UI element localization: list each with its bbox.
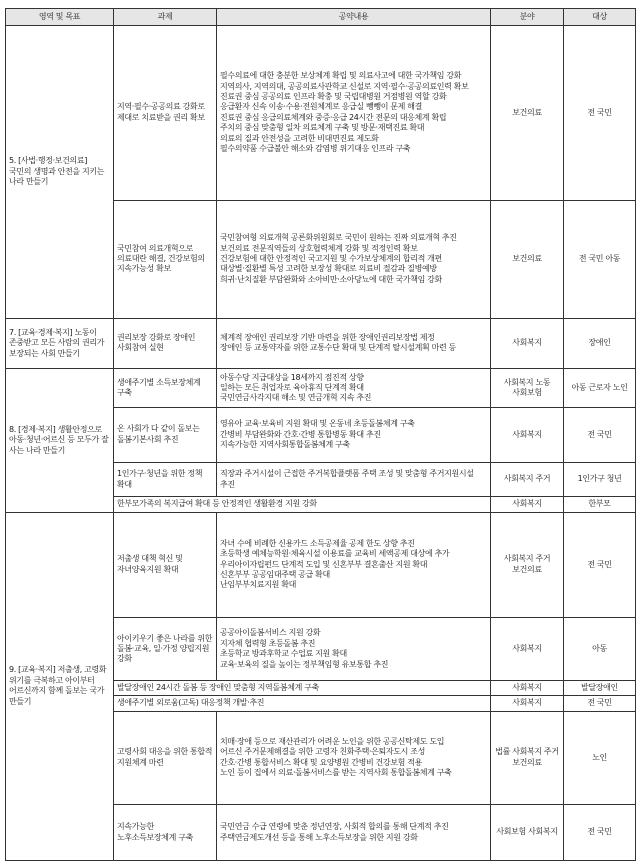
task-cell: 지역·필수·공공의료 강화로 제대로 치료받을 권리 확보 bbox=[114, 26, 217, 201]
content-line: 진료권 중심 응급의료체계와 중증·응급 24시간 전문의 대응체계 확립 bbox=[220, 112, 447, 122]
task-cell: 권리보장 강화로 장애인 사회참여 실현 bbox=[114, 318, 217, 369]
content-line: 영유아 교육·보육비 지원 확대 및 온동네 초등돌봄체계 구축 bbox=[220, 419, 415, 429]
header-area: 영역 및 목표 bbox=[6, 9, 114, 26]
task-cell: 지속가능한 노후소득보장체계 구축 bbox=[114, 805, 217, 861]
target-cell: 전 국민 bbox=[564, 512, 636, 618]
content-cell bbox=[217, 318, 491, 369]
task-cell: 아이키우기 좋은 나라를 위한 돌봄·교육, 일·가정 양립지원 강화 bbox=[114, 618, 217, 681]
field-cell: 사회복지 bbox=[491, 681, 564, 696]
content-line: 교육·보육의 질을 높이는 정부책임형 유보통합 추진 bbox=[220, 659, 389, 669]
field-cell: 사회복지 주거 bbox=[491, 462, 564, 497]
field-cell: 사회복지 bbox=[491, 618, 564, 681]
content-line: 주치의 중심 맞춤형 일차 의료체계 구축 및 방문·재택진료 확대 bbox=[220, 123, 425, 133]
content-line: 국민참여형 의료개혁 공론화위원회로 국민이 원하는 진짜 의료개혁 추진 bbox=[220, 233, 457, 243]
content-line: 국민연금사각지대 해소 및 연금개혁 지속 추진 bbox=[220, 393, 372, 403]
content-line: 초등학교 방과후학교 수업료 지원 확대 bbox=[220, 649, 347, 659]
content-line: 지역의사, 지역의대, 공공의료사관학교 신설로 지역·필수·공공의료인력 확보 bbox=[220, 81, 469, 91]
target-cell: 노인 bbox=[564, 711, 636, 804]
content-line: 보건의료 전문직역들의 상호협력체계 강화 및 적정인력 확보 bbox=[220, 243, 418, 253]
content-line: 체계적 장애인 권리보장 기반 마련을 위한 장애인권리보장법 제정 bbox=[220, 333, 435, 343]
content-line: 지자체 협력형 초등돌봄 추진 bbox=[220, 638, 316, 648]
table-row bbox=[6, 512, 636, 618]
goal-title: 7. [교육·경제·복지] 노동이 존중받고 모든 사람의 권리가 보장되는 사회 만들기 bbox=[6, 318, 114, 369]
content-line: 어르신 주거문제해결을 위한 고령자 친화주택·은퇴자도시 조성 bbox=[220, 747, 425, 757]
content-line: 국민연금 수급 연령에 맞춘 정년연장, 사회적 합의를 통해 단계적 추진 bbox=[220, 822, 449, 832]
field-cell: 사회복지 bbox=[491, 318, 564, 369]
content-line: 주택연금제도개선 등을 통해 노후소득보장을 위한 지원 강화 bbox=[220, 832, 418, 842]
content-cell bbox=[217, 407, 491, 462]
target-cell: 전 국민 bbox=[564, 805, 636, 861]
content-line: 자녀 수에 비례한 신용카드 소득공제율 공제 한도 상향 추진 bbox=[220, 538, 415, 548]
policy-table bbox=[5, 8, 636, 861]
goal-title: 8. [경제·복지] 생활안정으로 아동·청년·어르신 등 모두가 잘 사는 나라 만들기 bbox=[6, 369, 114, 512]
target-cell: 장애인 bbox=[564, 318, 636, 369]
content-line: 필수의약품 수급불안 해소와 감염병 위기대응 인프라 구축 bbox=[220, 144, 411, 154]
target-cell: 전 국민 bbox=[564, 26, 636, 201]
task-cell: 온 사회가 다 같이 돌보는 돌봄기본사회 추진 bbox=[114, 407, 217, 462]
content-cell bbox=[217, 805, 491, 861]
goal-title: 5. [사법·행정·보건의료] 국민의 생명과 안전을 지키는 나라 만들기 bbox=[6, 26, 114, 319]
content-cell bbox=[217, 462, 491, 497]
content-line: 공공아이돌봄서비스 지원 강화 bbox=[220, 628, 321, 638]
content-line: 신혼부부 공공임대주택 공급 확대 bbox=[220, 570, 330, 580]
target-cell: 1인가구 청년 bbox=[564, 462, 636, 497]
content-line: 진료권 중심 공공의료 인프라 확충 및 국립대병원 거점병원 역할 강화 bbox=[220, 92, 447, 102]
header-content: 공약내용 bbox=[217, 9, 491, 26]
content-cell bbox=[217, 200, 491, 318]
header-task: 과제 bbox=[114, 9, 217, 26]
target-cell: 발달장애인 bbox=[564, 681, 636, 696]
goal-title: 9. [교육·복지] 저출생, 고령화 위기를 극복하고 아이부터 어르신까지 함께 돌보는 국가 만들기 bbox=[6, 512, 114, 860]
content-line: 간병비 부담완화와 간호·간병 통합병동 확대 추진 bbox=[220, 429, 381, 439]
target-cell: 한부모 bbox=[564, 497, 636, 512]
content-cell bbox=[217, 26, 491, 201]
target-cell: 아동 bbox=[564, 618, 636, 681]
task-cell: 저출생 대책 혁신 및 자녀양육지원 확대 bbox=[114, 512, 217, 618]
target-cell: 전 국민 bbox=[564, 696, 636, 711]
field-cell: 보건의료 bbox=[491, 200, 564, 318]
target-cell: 전 국민 아동 bbox=[564, 200, 636, 318]
span-row-cell: 생애주기별 외로움(고독) 대응정책 개발·추진 bbox=[114, 696, 491, 711]
content-line: 건강보험에 대한 안정적인 국고지원 및 수가보상체계의 합리적 개편 bbox=[220, 253, 442, 263]
content-line: 우리아이자립펀드 단계적 도입 및 신혼부부 결혼출산 지원 확대 bbox=[220, 559, 428, 569]
task-cell: 생애주기별 소득보장체계 구축 bbox=[114, 369, 217, 408]
header-field: 분야 bbox=[491, 9, 564, 26]
content-cell bbox=[217, 711, 491, 804]
field-cell: 사회보험 사회복지 bbox=[491, 805, 564, 861]
field-cell: 사회복지 노동 사회보험 bbox=[491, 369, 564, 408]
content-cell bbox=[217, 618, 491, 681]
target-cell: 전 국민 bbox=[564, 407, 636, 462]
table-row bbox=[6, 369, 636, 408]
content-line: 초등학생 예체능학원·체육시설 이용료를 교육비 세액공제 대상에 추가 bbox=[220, 549, 450, 559]
content-line: 아동수당 지급대상을 18세까지 점진적 상향 bbox=[220, 372, 364, 382]
span-row-cell: 발달장애인 24시간 돌봄 등 장애인 맞춤형 지역돌봄체계 구축 bbox=[114, 681, 491, 696]
content-line: 필수의료에 대한 충분한 보상체계 확립 및 의료사고에 대한 국가책임 강화 bbox=[220, 71, 462, 81]
field-cell: 보건의료 bbox=[491, 26, 564, 201]
content-line: 대상별·질환별 특성 고려한 보장성 확대로 의료비 절감과 질병예방 bbox=[220, 264, 437, 274]
field-cell: 사회복지 bbox=[491, 407, 564, 462]
content-line: 치매·장애 등으로 재산관리가 어려운 노인을 위한 공공신탁제도 도입 bbox=[220, 737, 445, 747]
content-line: 의료의 질과 안전성을 고려한 비대면진료 제도화 bbox=[220, 133, 379, 143]
field-cell: 법률 사회복지 주거 보건의료 bbox=[491, 711, 564, 804]
target-cell: 아동 근로자 노인 bbox=[564, 369, 636, 408]
span-row-cell: 한부모가족의 복지급여 확대 등 안정적인 생활환경 지원 강화 bbox=[114, 497, 491, 512]
header-row bbox=[6, 9, 636, 26]
table-row bbox=[6, 26, 636, 201]
task-cell: 1인가구·청년을 위한 정책 확대 bbox=[114, 462, 217, 497]
content-cell bbox=[217, 369, 491, 408]
content-line: 직장과 주거시설이 근접한 주거복합플랫폼 주택 조성 및 맞춤형 주거지원시설 추진 bbox=[220, 469, 474, 489]
field-cell: 사회복지 bbox=[491, 497, 564, 512]
header-target: 대상 bbox=[564, 9, 636, 26]
content-line: 난임부부치료지원 확대 bbox=[220, 580, 296, 590]
content-line: 응급환자 신속 이송·수용·전원체계로 응급실 뺑뺑이 문제 해결 bbox=[220, 102, 422, 112]
content-line: 지속가능한 지역사회통합돌봄체계 구축 bbox=[220, 440, 350, 450]
content-cell bbox=[217, 512, 491, 618]
task-cell: 고령사회 대응을 위한 통합적 지원체계 마련 bbox=[114, 711, 217, 804]
content-line: 노인 등이 집에서 의료·돌봄서비스를 받는 지역사회 통합돌봄체계 구축 bbox=[220, 768, 452, 778]
field-cell: 사회복지 bbox=[491, 696, 564, 711]
field-cell: 사회복지 주거 보건의료 bbox=[491, 512, 564, 618]
content-line: 장애인 등 교통약자를 위한 교통수단 확대 및 단계적 탈시설계획 마련 등 bbox=[220, 343, 456, 353]
content-line: 일하는 모든 취업자로 육아휴직 단계적 확대 bbox=[220, 382, 364, 392]
table-row bbox=[6, 318, 636, 369]
content-line: 간호·간병 통합서비스 확대 및 요양병원 간병비 건강보험 적용 bbox=[220, 757, 422, 767]
task-cell: 국민참여 의료개혁으로 의료대란 해결, 건강보험의 지속가능성 확보 bbox=[114, 200, 217, 318]
content-line: 희귀·난치질환 부담완화와 소아비만·소아당뇨에 대한 국가책임 강화 bbox=[220, 274, 442, 284]
